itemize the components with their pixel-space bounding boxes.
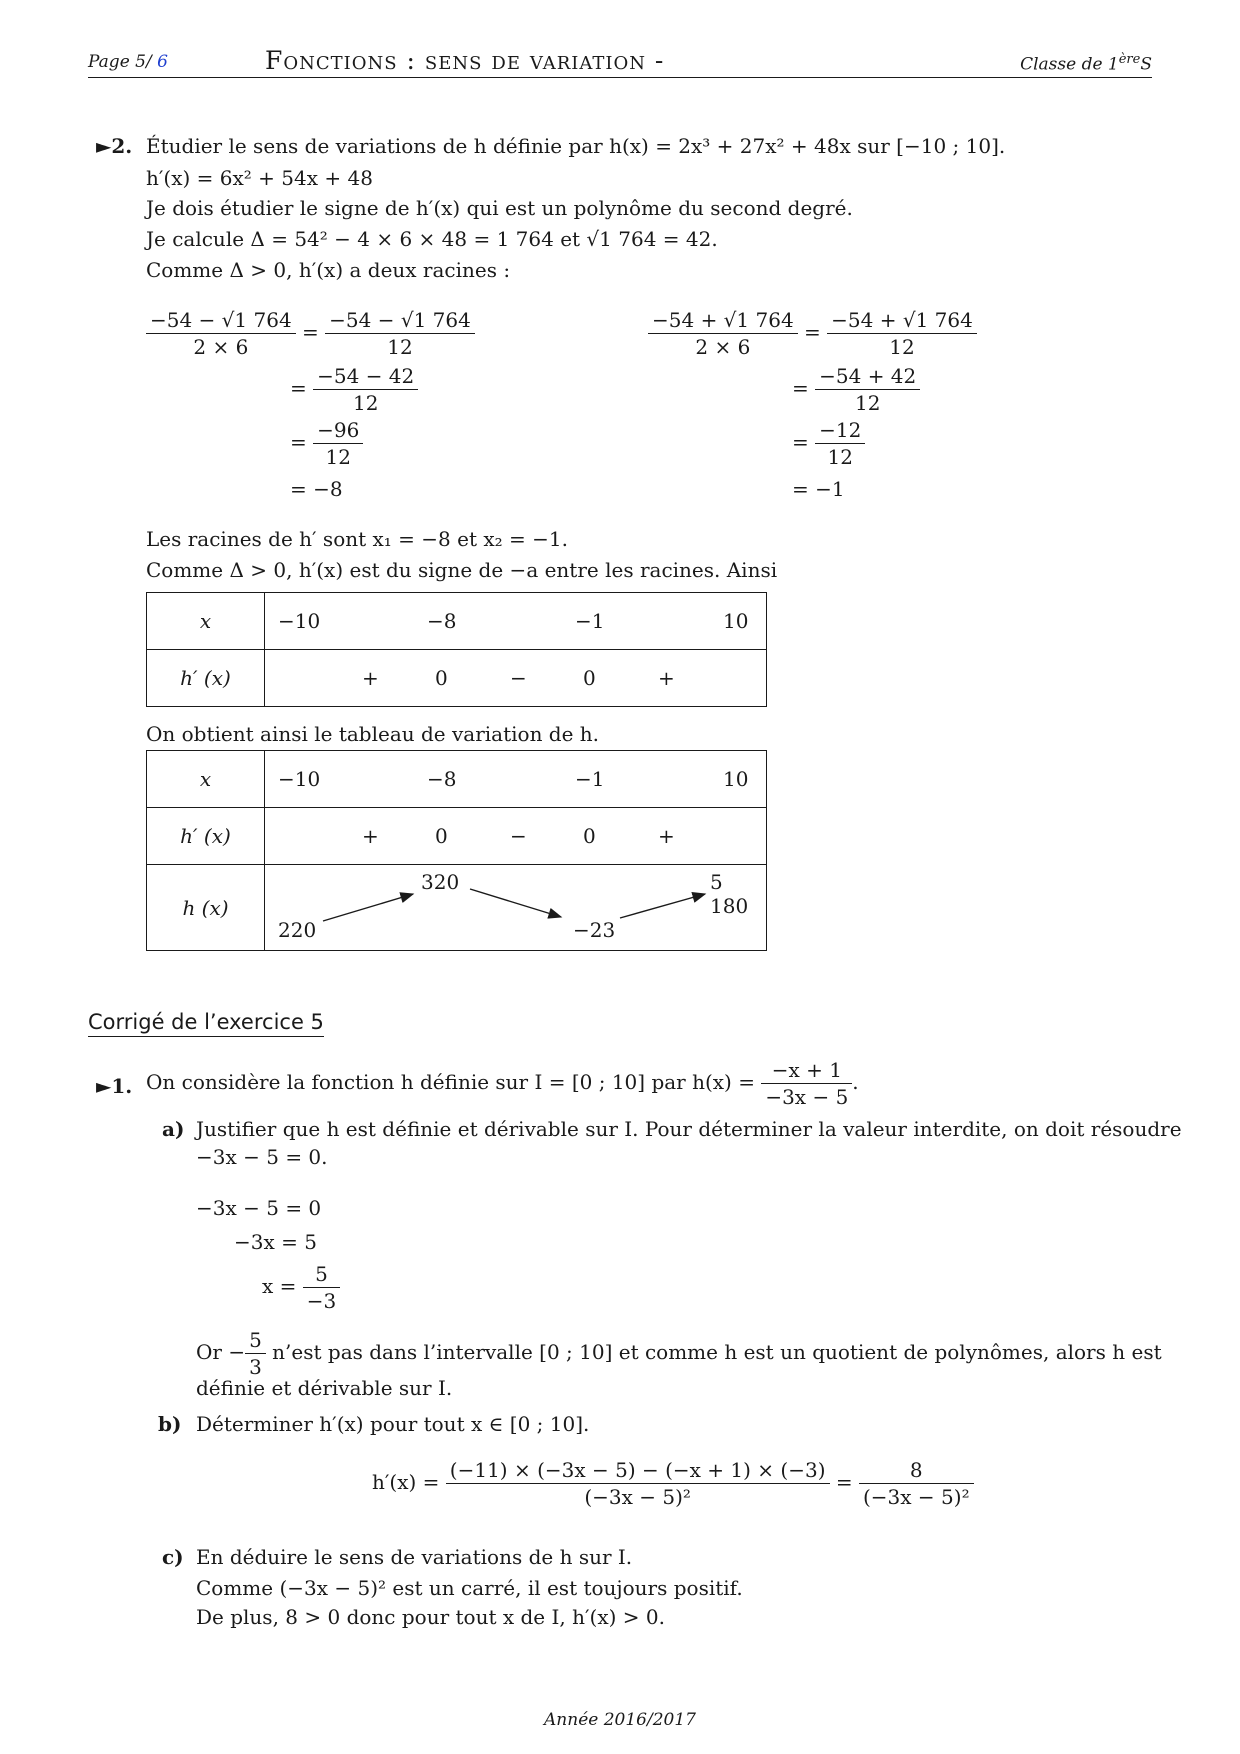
increasing-arrow	[323, 894, 413, 921]
or-line2: définie et dérivable sur I.	[196, 1376, 453, 1400]
section-title: Corrigé de l’exercice 5	[88, 1010, 324, 1037]
sign-table-x-label: x	[147, 593, 265, 650]
page-total-link[interactable]: 6	[157, 52, 168, 72]
x-value: −8	[427, 609, 457, 633]
root1-step2: = $\frac{-54 - 42}{12}$	[290, 364, 418, 415]
var-table-h-label: h (x)	[147, 865, 265, 951]
part-c-label: c)	[162, 1545, 184, 1569]
derivative-formula: h′(x) = $\frac{(-11) \times (-3x - 5) - (-x + 1) \times (-3)}{\text{(−3x − 5)²}}$ = $\frac{8}{\text{(−3x − 5)²}}$	[372, 1458, 974, 1509]
variation-intro: On obtient ainsi le tableau de variation de h.	[146, 722, 600, 746]
or-line1: Or − $\frac{5}{3}$ n’est pas dans l’intervalle [0 ; 10] et comme h est un quotient de polynômes, alors h est	[196, 1328, 1162, 1379]
part-a-line1: Justifier que h est définie et dérivable sur I. Pour déterminer la valeur interdite, on doit résoudre	[196, 1117, 1182, 1141]
root2-result: = −1	[792, 477, 845, 501]
sign-table	[146, 592, 767, 707]
sign-table-hp-label: h′ (x)	[147, 650, 265, 707]
sign-value: −	[510, 824, 527, 848]
footer-year: Année 2016/2017	[544, 1710, 696, 1730]
part-a-line2: −3x − 5 = 0.	[196, 1145, 328, 1169]
root1-step1: $\frac{-54 - √1 764}{2 \times 6}$ = $\frac{-54 - √1 764}{12}$	[146, 308, 475, 359]
x-value: −10	[278, 767, 321, 791]
ex2-line5: Comme Δ > 0, h′(x) a deux racines :	[146, 258, 511, 282]
part-c-line1: En déduire le sens de variations de h sur I.	[196, 1545, 633, 1569]
sign-value: 0	[583, 824, 596, 848]
part-b-line: Déterminer h′(x) pour tout x ∈ [0 ; 10].	[196, 1412, 590, 1436]
sign-value: +	[658, 666, 675, 690]
ex2-line2: h′(x) = 6x² + 54x + 48	[146, 166, 373, 190]
roots-line: Les racines de h′ sont x₁ = −8 et x₂ = −1.	[146, 527, 568, 551]
root1-result: = −8	[290, 477, 343, 501]
x-value: −1	[575, 609, 605, 633]
eq-step3: x = $\frac{5}{-3}$	[262, 1262, 340, 1313]
eq-step2: −3x = 5	[234, 1230, 317, 1254]
h-value: 5 180	[710, 870, 749, 918]
decreasing-arrow	[470, 889, 561, 917]
ex5-intro: On considère la fonction h définie sur I = [0 ; 10] par h(x) = $\frac{-x + 1}{-3x - 5}$ .	[146, 1058, 859, 1109]
var-table-hp-label: h′ (x)	[147, 808, 265, 865]
part-a-label: a)	[162, 1117, 185, 1141]
page-title: Fonctions : sens de variation -	[265, 46, 665, 75]
sign-value: +	[658, 824, 675, 848]
part-b-label: b)	[158, 1412, 182, 1436]
eq-step1: −3x − 5 = 0	[196, 1196, 322, 1220]
part-c-line2: Comme (−3x − 5)² est un carré, il est toujours positif.	[196, 1576, 743, 1600]
x-value: −8	[427, 767, 457, 791]
h-value: −23	[573, 918, 616, 942]
x-value: 10	[723, 609, 749, 633]
x-value: 10	[723, 767, 749, 791]
root2-step2: = $\frac{-54 + 42}{12}$	[792, 364, 920, 415]
ex2-line1: Étudier le sens de variations de h définie par h(x) = 2x³ + 27x² + 48x sur [−10 ; 10].	[146, 134, 1006, 158]
sign-value: 0	[435, 824, 448, 848]
sign-line: Comme Δ > 0, h′(x) est du signe de −a entre les racines. Ainsi	[146, 558, 778, 582]
page-number: Page 5/ 6	[88, 52, 168, 72]
root2-step1: $\frac{-54 + √1 764}{2 \times 6}$ = $\frac{-54 + √1 764}{12}$	[648, 308, 977, 359]
sign-value: +	[362, 824, 379, 848]
root2-step3: = $\frac{-12}{12}$	[792, 418, 865, 469]
h-value: 220	[278, 918, 317, 942]
ex2-line4: Je calcule Δ = 54² − 4 × 6 × 48 = 1 764 et √1 764 = 42.	[146, 227, 718, 251]
x-value: −10	[278, 609, 321, 633]
ex2-line3: Je dois étudier le signe de h′(x) qui est un polynôme du second degré.	[146, 196, 853, 220]
sign-value: 0	[435, 666, 448, 690]
sign-value: −	[510, 666, 527, 690]
h-value: 320	[421, 870, 460, 894]
class-label: Classe de 1èreS	[1020, 52, 1152, 75]
var-table-x-label: x	[147, 751, 265, 808]
sign-value: +	[362, 666, 379, 690]
ex5-marker: ►1.	[96, 1074, 133, 1098]
increasing-arrow	[620, 894, 705, 918]
part-c-line3: De plus, 8 > 0 donc pour tout x de I, h′(x) > 0.	[196, 1605, 665, 1629]
x-value: −1	[575, 767, 605, 791]
sign-value: 0	[583, 666, 596, 690]
root1-step3: = $\frac{-96}{12}$	[290, 418, 363, 469]
variation-arrows	[265, 865, 766, 951]
ex2-marker: ►2.	[96, 134, 133, 158]
variation-table	[146, 750, 767, 951]
header-rule	[88, 77, 1152, 78]
